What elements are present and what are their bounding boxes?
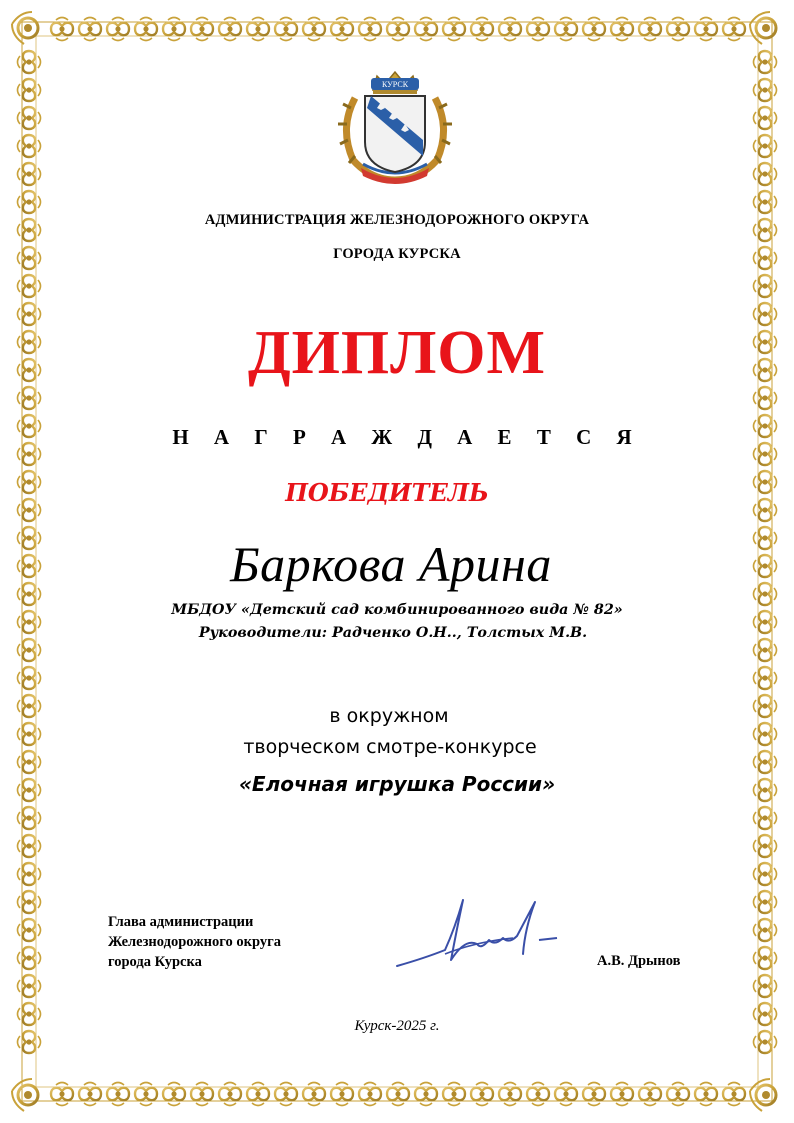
border-ornament [667, 18, 689, 41]
border-ornament [18, 135, 41, 157]
border-ornament [18, 163, 41, 185]
border-ornament [443, 1083, 465, 1106]
border-ornament [754, 79, 777, 101]
border-ornament [107, 1083, 129, 1106]
border-ornament [18, 79, 41, 101]
border-ornament [754, 135, 777, 157]
border-ornament [611, 1083, 633, 1106]
border-ornament [583, 1083, 605, 1106]
border-ornament [18, 919, 41, 941]
border-ornament [51, 1083, 73, 1106]
border-ornament [191, 18, 213, 41]
competition-line1: в окружном [329, 705, 449, 727]
border-ornament [135, 1083, 157, 1106]
city-year: Курск-2025 г. [354, 1018, 440, 1034]
border-ornament [499, 18, 521, 41]
org-title-line1: АДМИНИСТРАЦИЯ ЖЕЛЕЗНОДОРОЖНОГО ОКРУГА [204, 212, 590, 228]
border-ornament [695, 1083, 717, 1106]
border-ornament [219, 1083, 241, 1106]
border-ornament [471, 1083, 493, 1106]
border-ornament [754, 891, 777, 913]
border-ornament [754, 275, 777, 297]
border-ornament [754, 947, 777, 969]
border-ornament [163, 1083, 185, 1106]
signature [385, 888, 565, 978]
border-ornament [79, 18, 101, 41]
border-ornament [754, 51, 777, 73]
border-ornament [754, 107, 777, 129]
border-ornament [18, 275, 41, 297]
place-label: ПОБЕДИТЕЛЬ [285, 478, 489, 507]
border-ornament [443, 18, 465, 41]
border-ornament [387, 1083, 409, 1106]
border-ornament [107, 18, 129, 41]
border-ornament [275, 1083, 297, 1106]
border-ornament [499, 1083, 521, 1106]
border-ornament [415, 18, 437, 41]
border-ornament [639, 18, 661, 41]
border-ornament [695, 18, 717, 41]
border-ornament [754, 667, 777, 689]
border-ornament [18, 947, 41, 969]
signatory-title-line: города Курска [108, 954, 202, 970]
awarded-label: Н А Г Р А Ж Д А Е Т С Я [172, 425, 642, 449]
diploma-title: ДИПЛОМ [247, 319, 547, 387]
border-ornament [18, 107, 41, 129]
border-ornament [275, 18, 297, 41]
border-ornament [135, 18, 157, 41]
border-ornament [555, 1083, 577, 1106]
border-ornament [754, 807, 777, 829]
border-ornament [754, 163, 777, 185]
border-ornament [79, 1083, 101, 1106]
border-ornament [18, 639, 41, 661]
border-ornament [163, 18, 185, 41]
border-ornament [583, 18, 605, 41]
border-ornament [359, 18, 381, 41]
border-ornament [18, 835, 41, 857]
border-ornament [18, 891, 41, 913]
signatory-title-line: Железнодорожного округа [108, 934, 281, 950]
border-ornament [611, 18, 633, 41]
border-ornament [247, 18, 269, 41]
border-ornament [527, 18, 549, 41]
border-ornament [667, 1083, 689, 1106]
border-ornament [359, 1083, 381, 1106]
border-ornament [303, 18, 325, 41]
signatory-name: А.В. Дрынов [597, 953, 681, 969]
border-ornament [247, 1083, 269, 1106]
border-ornament [303, 1083, 325, 1106]
border-ornament [18, 863, 41, 885]
border-ornament [527, 1083, 549, 1106]
border-ornament [219, 18, 241, 41]
border-ornament [754, 919, 777, 941]
border-ornament [639, 1083, 661, 1106]
border-ornament [18, 975, 41, 997]
recipient-leaders: Руководители: Радченко О.Н.., Толстых М.В. [198, 625, 588, 641]
border-ornament [754, 863, 777, 885]
border-ornament [18, 387, 41, 409]
border-ornament [754, 975, 777, 997]
signatory-title-line: Глава администрации [108, 914, 254, 930]
border-ornament [555, 18, 577, 41]
border-ornament [723, 1083, 745, 1106]
border-ornament [18, 191, 41, 213]
border-ornament [387, 18, 409, 41]
border-ornament [18, 667, 41, 689]
kursk-coat-of-arms-icon [331, 68, 459, 186]
border-ornament [415, 1083, 437, 1106]
border-ornament [51, 18, 73, 41]
emblem-ribbon-text: КУРСК [381, 80, 409, 89]
border-ornament [191, 1083, 213, 1106]
border-ornament [331, 1083, 353, 1106]
border-ornament [723, 18, 745, 41]
border-ornament [18, 51, 41, 73]
border-ornament [754, 835, 777, 857]
competition-line2: творческом смотре-конкурсе [243, 736, 537, 758]
border-ornament [754, 191, 777, 213]
recipient-name: Баркова Арина [230, 536, 552, 592]
border-ornament [18, 807, 41, 829]
competition-name: «Елочная игрушка России» [238, 772, 556, 796]
recipient-institution: МБДОУ «Детский сад комбинированного вида № 82» [171, 602, 623, 618]
border-ornament [331, 18, 353, 41]
signatory-title [108, 912, 281, 972]
border-ornament [471, 18, 493, 41]
org-title-line2: ГОРОДА КУРСКА [333, 246, 461, 262]
border-ornament [754, 639, 777, 661]
border-ornament [754, 387, 777, 409]
